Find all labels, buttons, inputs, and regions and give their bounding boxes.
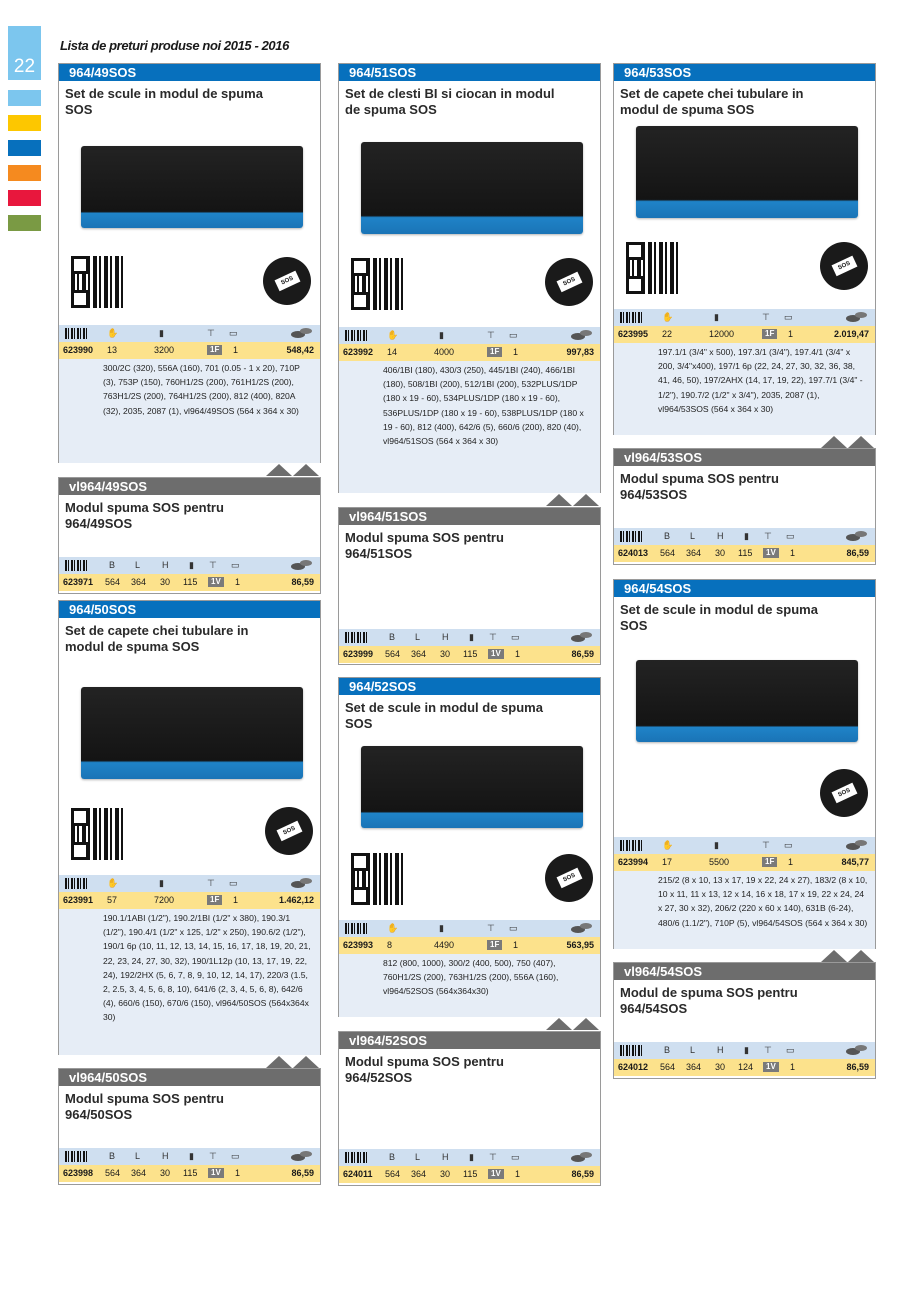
set-contents: 215/2 (8 x 10, 13 x 17, 19 x 22, 24 x 27), 183/2 (8 x 10, 10 x 11, 11 x 13, 12 x 14, 16 x 18, 17 x 19, 22 x 24, 24 x 27, 30 x 32), 206/2 (220 x 60 x 140), 631B (6-24), 480/6 (1.1/2"), 710P (5), vl964/54SOS (564 x 364 x 30) [614, 871, 875, 949]
weight-value: 115 [738, 548, 753, 558]
sos-badge-icon: SOS [265, 807, 313, 855]
pack-badge: 1V [488, 1169, 504, 1179]
weight-icon: ▮ [469, 632, 474, 642]
pieces-count: 17 [662, 857, 673, 867]
col-l: L [415, 632, 421, 642]
col-h: H [717, 1045, 724, 1055]
weight-value: 115 [183, 1168, 198, 1178]
qr-code [351, 258, 403, 310]
col-b: B [389, 632, 396, 642]
dim-b: 564 [385, 649, 401, 659]
weight-value: 4000 [434, 347, 455, 357]
ruler-icon: ▭ [229, 328, 238, 338]
weight-icon: ▮ [744, 531, 749, 541]
product-photo [81, 146, 303, 228]
hand-icon: ✋ [387, 923, 399, 933]
product-photo [636, 660, 858, 742]
dim-h: 30 [715, 1062, 726, 1072]
module-description: Modul spuma SOS pentru 964/52SOS [345, 1054, 504, 1085]
article-row [339, 344, 600, 361]
article-number: 623999 [343, 649, 374, 659]
page-number: 22 [8, 26, 41, 80]
module-column-row [339, 1149, 600, 1166]
weight-icon: ▮ [439, 330, 444, 340]
dim-h: 30 [160, 577, 171, 587]
ruler-icon: ▭ [786, 1045, 795, 1055]
module-column-row [614, 1042, 875, 1059]
weight-value: 4490 [434, 940, 455, 950]
weight-value: 115 [463, 649, 478, 659]
pack-badge: 1F [487, 940, 502, 950]
price-coins-icon [846, 1045, 868, 1055]
article-number: 623995 [618, 329, 649, 339]
column-icons-row [59, 325, 320, 342]
sos-badge-icon: SOS [263, 257, 311, 305]
module-card-vl964-50sos [58, 1068, 321, 1185]
ruler-icon: ▭ [509, 923, 518, 933]
module-code: vl964/54SOS [614, 963, 875, 980]
ruler-icon: ▭ [511, 632, 520, 642]
barcode-icon [620, 531, 644, 542]
package-icon: ⊤ [487, 330, 495, 340]
weight-value: 7200 [154, 895, 175, 905]
column-icons-row [614, 309, 875, 326]
col-l: L [415, 1152, 421, 1162]
article-row [339, 937, 600, 954]
sos-badge-icon: SOS [545, 854, 593, 902]
col-l: L [690, 531, 696, 541]
barcode-icon [65, 328, 89, 339]
set-code: 964/54SOS [614, 580, 875, 597]
set-card-964-52sos [338, 677, 601, 1017]
set-contents: 406/1BI (180), 430/3 (250), 445/1BI (240), 466/1BI (180), 508/1BI (200), 512/1BI (200), 532PLUS/1DP (180 x 19 - 60), 534PLUS/1DP (180 x 19 - 60), 536PLUS/1DP (180 x 19 - 60), 538PLUS/1DP (180 x 19 - 60), 812 (400), 642/6 (5), 660/6 (200), 820 (40), vl964/51SOS (564 x 364 x 30) [339, 361, 600, 493]
set-card-964-54sos [613, 579, 876, 949]
hand-icon: ✋ [662, 840, 674, 850]
price-coins-icon [846, 840, 868, 850]
article-number: 623994 [618, 857, 649, 867]
article-row [59, 342, 320, 359]
dim-h: 30 [160, 1168, 171, 1178]
package-icon: ⊤ [762, 840, 770, 850]
col-l: L [135, 560, 141, 570]
quantity-value: 1 [515, 649, 521, 659]
barcode-icon [345, 923, 369, 934]
barcode-icon [620, 312, 644, 323]
barcode-icon [65, 1151, 89, 1162]
dim-l: 364 [686, 1062, 702, 1072]
link-arrows-icon [546, 1018, 600, 1030]
hand-icon: ✋ [107, 328, 119, 338]
column-icons-row [614, 837, 875, 854]
weight-value: 3200 [154, 345, 175, 355]
package-icon: ⊤ [207, 328, 215, 338]
pack-badge: 1F [762, 857, 777, 867]
hand-icon: ✋ [662, 312, 674, 322]
pack-badge: 1V [488, 649, 504, 659]
set-code: 964/53SOS [614, 64, 875, 81]
set-description: Set de capete chei tubulare in modul de spuma SOS [620, 86, 804, 117]
weight-icon: ▮ [714, 312, 719, 322]
weight-icon: ▮ [744, 1045, 749, 1055]
article-number: 624012 [618, 1062, 649, 1072]
set-code: 964/49SOS [59, 64, 320, 81]
product-photo [361, 142, 583, 234]
module-description: Modul de spuma SOS pentru 964/54SOS [620, 985, 798, 1016]
qr-code [351, 853, 403, 905]
quantity-value: 1 [513, 347, 519, 357]
sos-badge-icon: SOS [820, 242, 868, 290]
price-coins-icon [291, 1151, 313, 1161]
barcode-icon [345, 1152, 369, 1163]
article-row [614, 854, 875, 871]
price-coins-icon [291, 878, 313, 888]
column-icons-row [339, 327, 600, 344]
weight-value: 12000 [709, 329, 735, 339]
quantity-value: 1 [233, 895, 239, 905]
link-arrows-icon [546, 494, 600, 506]
set-code: 964/51SOS [339, 64, 600, 81]
dim-l: 364 [411, 649, 427, 659]
col-b: B [664, 1045, 671, 1055]
article-number: 623991 [63, 895, 94, 905]
module-article-row [614, 545, 875, 562]
dim-h: 30 [440, 1169, 451, 1179]
quantity-value: 1 [790, 548, 796, 558]
pack-badge: 1F [487, 347, 502, 357]
module-card-vl964-49sos [58, 477, 321, 594]
module-card-vl964-51sos [338, 507, 601, 665]
price-coins-icon [571, 330, 593, 340]
dim-l: 364 [131, 577, 147, 587]
link-arrows-icon [266, 1056, 320, 1068]
module-article-row [339, 646, 600, 663]
price-coins-icon [846, 531, 868, 541]
col-b: B [664, 531, 671, 541]
package-icon: ⊤ [487, 923, 495, 933]
dim-b: 564 [660, 1062, 676, 1072]
ruler-icon: ▭ [511, 1152, 520, 1162]
dim-h: 30 [440, 649, 451, 659]
weight-icon: ▮ [189, 560, 194, 570]
article-number: 623971 [63, 577, 94, 587]
ruler-icon: ▭ [784, 312, 793, 322]
price-coins-icon [291, 560, 313, 570]
module-article-row [339, 1166, 600, 1183]
weight-icon: ▮ [714, 840, 719, 850]
package-icon: ⊤ [764, 531, 772, 541]
set-card-964-53sos [613, 63, 876, 435]
pieces-count: 57 [107, 895, 118, 905]
price-coins-icon [571, 923, 593, 933]
price-coins-icon [571, 1152, 593, 1162]
package-icon: ⊤ [207, 878, 215, 888]
quantity-value: 1 [788, 329, 794, 339]
pieces-count: 13 [107, 345, 118, 355]
qr-code [71, 808, 123, 860]
package-icon: ⊤ [209, 1151, 217, 1161]
set-card-964-51sos [338, 63, 601, 493]
quantity-value: 1 [235, 1168, 241, 1178]
set-card-964-49sos [58, 63, 321, 463]
price-value: 86,59 [291, 1168, 314, 1178]
price-value: 563,95 [566, 940, 594, 950]
link-arrows-icon [266, 464, 320, 476]
module-column-row [614, 528, 875, 545]
module-column-row [59, 1148, 320, 1165]
barcode-icon [345, 632, 369, 643]
hand-icon: ✋ [387, 330, 399, 340]
col-h: H [162, 560, 169, 570]
price-coins-icon [846, 312, 868, 322]
hand-icon: ✋ [107, 878, 119, 888]
col-h: H [717, 531, 724, 541]
module-description: Modul spuma SOS pentru 964/51SOS [345, 530, 504, 561]
module-code: vl964/53SOS [614, 449, 875, 466]
dim-b: 564 [385, 1169, 401, 1179]
dim-b: 564 [105, 577, 121, 587]
product-photo [636, 126, 858, 218]
article-number: 623998 [63, 1168, 94, 1178]
col-l: L [135, 1151, 141, 1161]
weight-value: 124 [738, 1062, 754, 1072]
article-number: 623990 [63, 345, 94, 355]
pack-badge: 1V [208, 1168, 224, 1178]
package-icon: ⊤ [209, 560, 217, 570]
ruler-icon: ▭ [786, 531, 795, 541]
set-code: 964/50SOS [59, 601, 320, 618]
module-article-row [614, 1059, 875, 1076]
col-b: B [109, 560, 116, 570]
dim-l: 364 [411, 1169, 427, 1179]
dim-l: 364 [131, 1168, 147, 1178]
pack-badge: 1F [207, 345, 222, 355]
color-swatch-green [8, 215, 41, 231]
price-value: 1.462,12 [278, 895, 314, 905]
article-number: 623992 [343, 347, 374, 357]
price-value: 86,59 [846, 1062, 869, 1072]
quantity-value: 1 [515, 1169, 521, 1179]
sos-badge-icon: SOS [820, 769, 868, 817]
quantity-value: 1 [235, 577, 241, 587]
color-swatch-blue [8, 140, 41, 156]
set-contents: 812 (800, 1000), 300/2 (400, 500), 750 (407), 760H1/2S (200), 763H1/2S (200), 556A (160), vl964/52SOS (564x364x30) [339, 954, 600, 1017]
price-value: 2.019,47 [833, 329, 869, 339]
package-icon: ⊤ [489, 632, 497, 642]
set-description: Set de capete chei tubulare in modul de spuma SOS [65, 623, 249, 654]
weight-value: 5500 [709, 857, 730, 867]
module-code: vl964/52SOS [339, 1032, 600, 1049]
barcode-icon [65, 878, 89, 889]
set-description: Set de scule in modul de spuma SOS [620, 602, 818, 633]
quantity-value: 1 [233, 345, 239, 355]
barcode-icon [65, 560, 89, 571]
link-arrows-icon [821, 436, 875, 448]
module-description: Modul spuma SOS pentru 964/49SOS [65, 500, 224, 531]
pieces-count: 22 [662, 329, 673, 339]
dim-b: 564 [660, 548, 676, 558]
weight-value: 115 [463, 1169, 478, 1179]
article-row [59, 892, 320, 909]
link-arrows-icon [821, 950, 875, 962]
ruler-icon: ▭ [231, 560, 240, 570]
article-number: 624011 [343, 1169, 373, 1179]
color-swatch-yellow [8, 115, 41, 131]
pieces-count: 8 [387, 940, 393, 950]
pack-badge: 1V [763, 1062, 779, 1072]
set-contents: 197.1/1 (3/4" x 500), 197.3/1 (3/4"), 197.4/1 (3/4" x 200, 3/4"x400), 197/1 6p (22, 24, 27, 30, 32, 36, 38, 41, 46, 50), 197/2AHX (14, 17, 19, 22), 197.7/1 (3/4" - 1/2"), 190.7/2 (1/2" x 3/4"), 2035, 2087 (1), vl964/53SOS (564 x 364 x 30) [614, 343, 875, 435]
barcode-icon [620, 840, 644, 851]
pack-badge: 1V [208, 577, 224, 587]
module-column-row [339, 629, 600, 646]
module-column-row [59, 557, 320, 574]
pack-badge: 1F [207, 895, 222, 905]
module-card-vl964-54sos [613, 962, 876, 1079]
qr-code [71, 256, 123, 308]
dim-l: 364 [686, 548, 702, 558]
product-photo [361, 746, 583, 828]
price-value: 86,59 [846, 548, 869, 558]
color-swatch-orange [8, 165, 41, 181]
pieces-count: 14 [387, 347, 398, 357]
col-h: H [162, 1151, 169, 1161]
ruler-icon: ▭ [231, 1151, 240, 1161]
set-contents: 190.1/1ABI (1/2"), 190.2/1BI (1/2" x 380), 190.3/1 (1/2"), 190.4/1 (1/2" x 125, 1/2" x 250), 190.6/2 (1/2"), 190/1 6p (10, 11, 12, 13, 14, 15, 16, 17, 18, 19, 20, 21, 22, 23, 24, 27, 30, 32), 190/1L12p (10, 13, 17, 19, 22, 24), 192/2HX (5, 6, 7, 8, 9, 10, 12, 14, 17), 220/3 (1.5, 2, 2.5, 3, 4, 5, 6, 8, 10), 641/6 (2, 3, 4, 5, 6, 8), 642/6 (4), 660/6 (150), 670/6 (150), vl964/50SOS (564x364x 30) [59, 909, 320, 1055]
weight-icon: ▮ [189, 1151, 194, 1161]
col-h: H [442, 632, 449, 642]
module-card-vl964-52sos [338, 1031, 601, 1186]
pack-badge: 1V [763, 548, 779, 558]
barcode-icon [345, 330, 369, 341]
price-value: 86,59 [291, 577, 314, 587]
module-article-row [59, 1165, 320, 1182]
module-code: vl964/51SOS [339, 508, 600, 525]
barcode-icon [620, 1045, 644, 1056]
col-b: B [109, 1151, 116, 1161]
weight-icon: ▮ [439, 923, 444, 933]
set-card-964-50sos [58, 600, 321, 1055]
package-icon: ⊤ [764, 1045, 772, 1055]
price-value: 845,77 [841, 857, 869, 867]
quantity-value: 1 [788, 857, 794, 867]
column-icons-row [339, 920, 600, 937]
module-card-vl964-53sos [613, 448, 876, 565]
package-icon: ⊤ [762, 312, 770, 322]
ruler-icon: ▭ [509, 330, 518, 340]
article-number: 623993 [343, 940, 374, 950]
col-b: B [389, 1152, 396, 1162]
set-description: Set de scule in modul de spuma SOS [65, 86, 263, 117]
price-value: 86,59 [571, 1169, 594, 1179]
dim-h: 30 [715, 548, 726, 558]
article-number: 624013 [618, 548, 649, 558]
ruler-icon: ▭ [784, 840, 793, 850]
price-value: 548,42 [286, 345, 314, 355]
set-description: Set de clesti BI si ciocan in modul de spuma SOS [345, 86, 555, 117]
article-row [614, 326, 875, 343]
set-description: Set de scule in modul de spuma SOS [345, 700, 543, 731]
sos-badge-icon: SOS [545, 258, 593, 306]
ruler-icon: ▭ [229, 878, 238, 888]
weight-icon: ▮ [159, 328, 164, 338]
weight-value: 115 [183, 577, 198, 587]
set-code: 964/52SOS [339, 678, 600, 695]
price-value: 997,83 [566, 347, 594, 357]
product-photo [81, 687, 303, 779]
weight-icon: ▮ [469, 1152, 474, 1162]
set-contents: 300/2C (320), 556A (160), 701 (0.05 - 1 x 20), 710P (3), 753P (150), 760H1/2S (200), 761H1/2S (200), 763H1/2S (200), 764H1/2S (200), 812 (400), 820A (32), 2035, 2087 (1), vl964/49SOS (564 x 364 x 30) [59, 359, 320, 463]
dim-b: 564 [105, 1168, 121, 1178]
quantity-value: 1 [790, 1062, 796, 1072]
column-icons-row [59, 875, 320, 892]
col-h: H [442, 1152, 449, 1162]
price-value: 86,59 [571, 649, 594, 659]
weight-icon: ▮ [159, 878, 164, 888]
col-l: L [690, 1045, 696, 1055]
price-coins-icon [571, 632, 593, 642]
module-article-row [59, 574, 320, 591]
module-code: vl964/50SOS [59, 1069, 320, 1086]
color-swatch-red [8, 190, 41, 206]
package-icon: ⊤ [489, 1152, 497, 1162]
pack-badge: 1F [762, 329, 777, 339]
qr-code [626, 242, 678, 294]
module-description: Modul spuma SOS pentru 964/53SOS [620, 471, 779, 502]
quantity-value: 1 [513, 940, 519, 950]
module-description: Modul spuma SOS pentru 964/50SOS [65, 1091, 224, 1122]
color-swatch-light-blue [8, 90, 41, 106]
price-coins-icon [291, 328, 313, 338]
document-title: Lista de preturi produse noi 2015 - 2016 [60, 38, 289, 53]
module-code: vl964/49SOS [59, 478, 320, 495]
